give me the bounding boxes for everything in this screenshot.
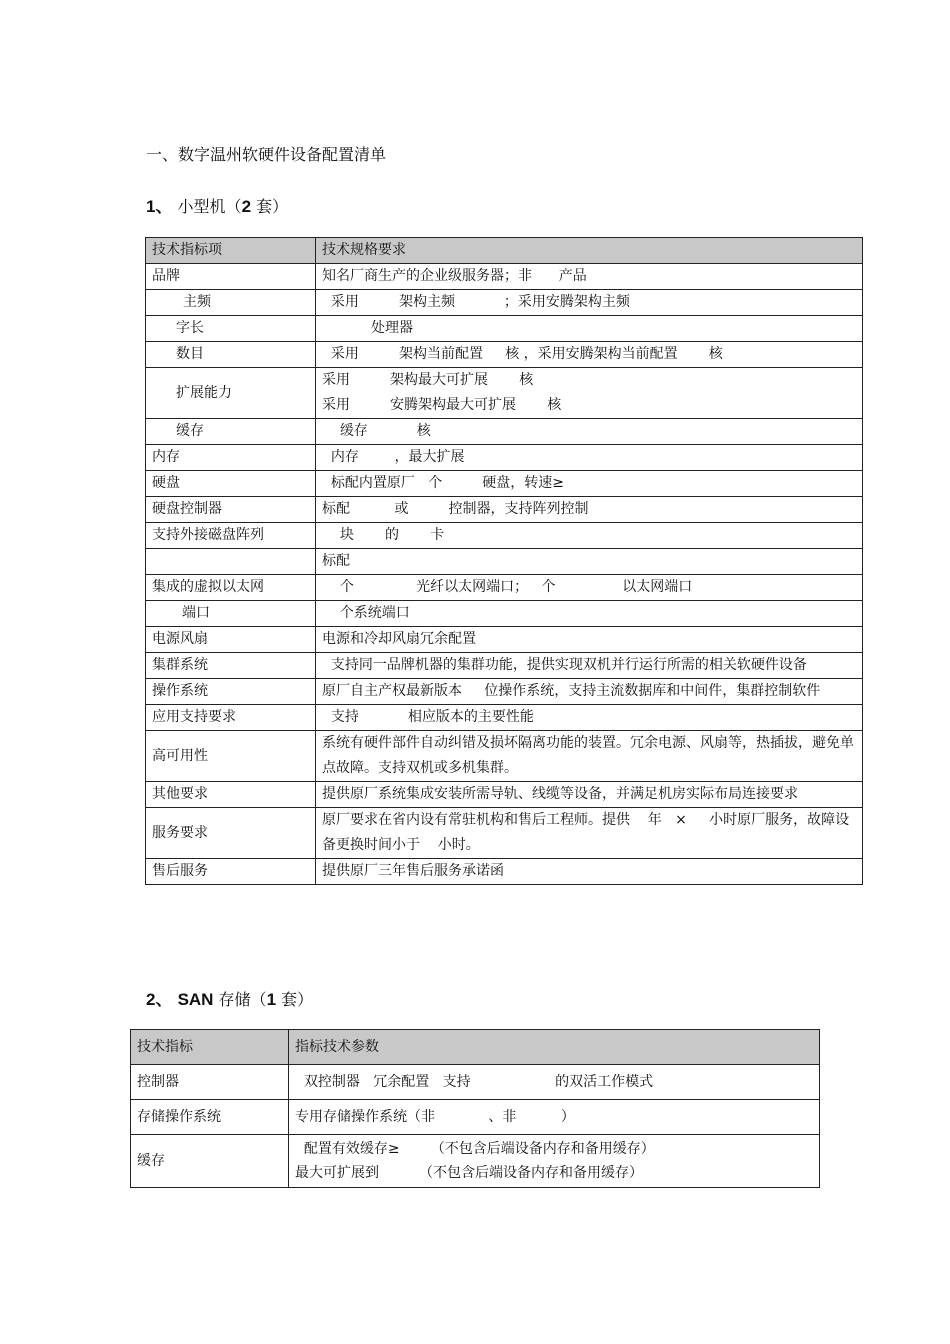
table-row [146, 601, 863, 627]
header-cell: 技术指标项 [146, 238, 316, 264]
row-label: 硬盘 [146, 471, 316, 497]
table-row [131, 1065, 820, 1100]
section1-number: 1、 [146, 197, 173, 216]
section2-number: 2、 [146, 990, 173, 1009]
table-row [146, 445, 863, 471]
row-label: 集群系统 [146, 653, 316, 679]
table-row [146, 549, 863, 575]
row-label: 硬盘控制器 [146, 497, 316, 523]
row-value: 提供原厂系统集成安装所需导轨、线缆等设备，并满足机房实际布局连接要求 [316, 782, 863, 808]
section1-title-post: 套） [251, 197, 289, 216]
row-value: 提供原厂三年售后服务承诺函 [316, 859, 863, 885]
row-label: 集成的虚拟以太网 [146, 575, 316, 601]
row-label: 其他要求 [146, 782, 316, 808]
table-row [146, 731, 863, 782]
row-label: 电源风扇 [146, 627, 316, 653]
table-row [146, 705, 863, 731]
row-value: 块 的 卡 [316, 523, 863, 549]
row-value: 支持同一品牌机器的集群功能，提供实现双机并行运行所需的相关软硬件设备 [316, 653, 863, 679]
row-label: 数目 [146, 342, 316, 368]
table-row [146, 575, 863, 601]
row-label: 缓存 [131, 1135, 289, 1188]
table-row [146, 290, 863, 316]
section1-count: 2 [241, 197, 252, 216]
row-label: 存储操作系统 [131, 1100, 289, 1135]
table-row [146, 471, 863, 497]
table-header-row [131, 1030, 820, 1065]
row-value: 个系统端口 [316, 601, 863, 627]
row-label: 端口 [146, 601, 316, 627]
table-row [146, 523, 863, 549]
table-row [131, 1100, 820, 1135]
minicomputer-spec-table [145, 237, 863, 885]
row-value: 专用存储操作系统（非 、非 ） [289, 1100, 820, 1135]
header-cell: 指标技术参数 [289, 1030, 820, 1065]
row-label: 支持外接磁盘阵列 [146, 523, 316, 549]
row-label: 高可用性 [146, 731, 316, 782]
section1-heading [146, 192, 288, 217]
row-label: 缓存 [146, 419, 316, 445]
san-storage-spec-table [130, 1029, 820, 1188]
row-label: 控制器 [131, 1065, 289, 1100]
table-row [146, 653, 863, 679]
row-value: 知名厂商生产的企业级服务器；非 产品 [316, 264, 863, 290]
table-row [146, 368, 863, 419]
row-value: 标配 或 控制器，支持阵列控制 [316, 497, 863, 523]
section2-title-post: 套） [276, 990, 314, 1009]
row-value: 配置有效缓存≥ （不包含后端设备内存和备用缓存） 最大可扩展到 （不包含后端设备内存和备用缓存） [289, 1135, 820, 1188]
row-value: 双控制器 冗余配置 支持 的双活工作模式 [289, 1065, 820, 1100]
section2-title-mid: 存储（ [213, 990, 267, 1009]
table-row [131, 1135, 820, 1188]
row-value: 支持 相应版本的主要性能 [316, 705, 863, 731]
row-value: 标配 [316, 549, 863, 575]
table-row [146, 808, 863, 859]
table-row [146, 316, 863, 342]
table-header-row [146, 238, 863, 264]
table-row [146, 859, 863, 885]
table-row [146, 342, 863, 368]
row-value: 缓存 核 [316, 419, 863, 445]
row-value: 标配内置原厂 个 硬盘，转速≥ [316, 471, 863, 497]
row-label: 应用支持要求 [146, 705, 316, 731]
table-row [146, 419, 863, 445]
row-value: 原厂自主产权最新版本 位操作系统，支持主流数据库和中间件，集群控制软件 [316, 679, 863, 705]
section1-title-pre: 小型机（ [172, 197, 242, 216]
table-row [146, 679, 863, 705]
row-value: 电源和冷却风扇冗余配置 [316, 627, 863, 653]
section2-count: 1 [266, 990, 277, 1009]
row-label: 操作系统 [146, 679, 316, 705]
row-value: 处理器 [316, 316, 863, 342]
row-value: 采用 架构最大可扩展 核 采用 安腾架构最大可扩展 核 [316, 368, 863, 419]
row-label: 服务要求 [146, 808, 316, 859]
table-row [146, 782, 863, 808]
row-label: 内存 [146, 445, 316, 471]
row-label: 品牌 [146, 264, 316, 290]
row-value: 采用 架构主频 ；采用安腾架构主频 [316, 290, 863, 316]
row-label: 主频 [146, 290, 316, 316]
table-row [146, 497, 863, 523]
document-heading: 一、数字温州软硬件设备配置清单 [146, 145, 387, 164]
header-cell: 技术指标 [131, 1030, 289, 1065]
header-cell: 技术规格要求 [316, 238, 863, 264]
row-label: 扩展能力 [146, 368, 316, 419]
row-value: 采用 架构当前配置 核 ，采用安腾架构当前配置 核 [316, 342, 863, 368]
row-value: 原厂要求在省内设有常驻机构和售后工程师。提供 年 × 小时原厂服务，故障设备更换时间小于 小时。 [316, 808, 863, 859]
row-value: 内存 ，最大扩展 [316, 445, 863, 471]
row-value: 系统有硬件部件自动纠错及损坏隔离功能的装置。冗余电源、风扇等，热插拔，避免单点故障。支持双机或多机集群。 [316, 731, 863, 782]
row-label: 售后服务 [146, 859, 316, 885]
section2-san: SAN [177, 990, 214, 1009]
table-row [146, 627, 863, 653]
row-label [146, 549, 316, 575]
section2-heading [146, 985, 313, 1010]
table-row [146, 264, 863, 290]
row-value: 个 光纤以太网端口； 个 以太网端口 [316, 575, 863, 601]
row-label: 字长 [146, 316, 316, 342]
